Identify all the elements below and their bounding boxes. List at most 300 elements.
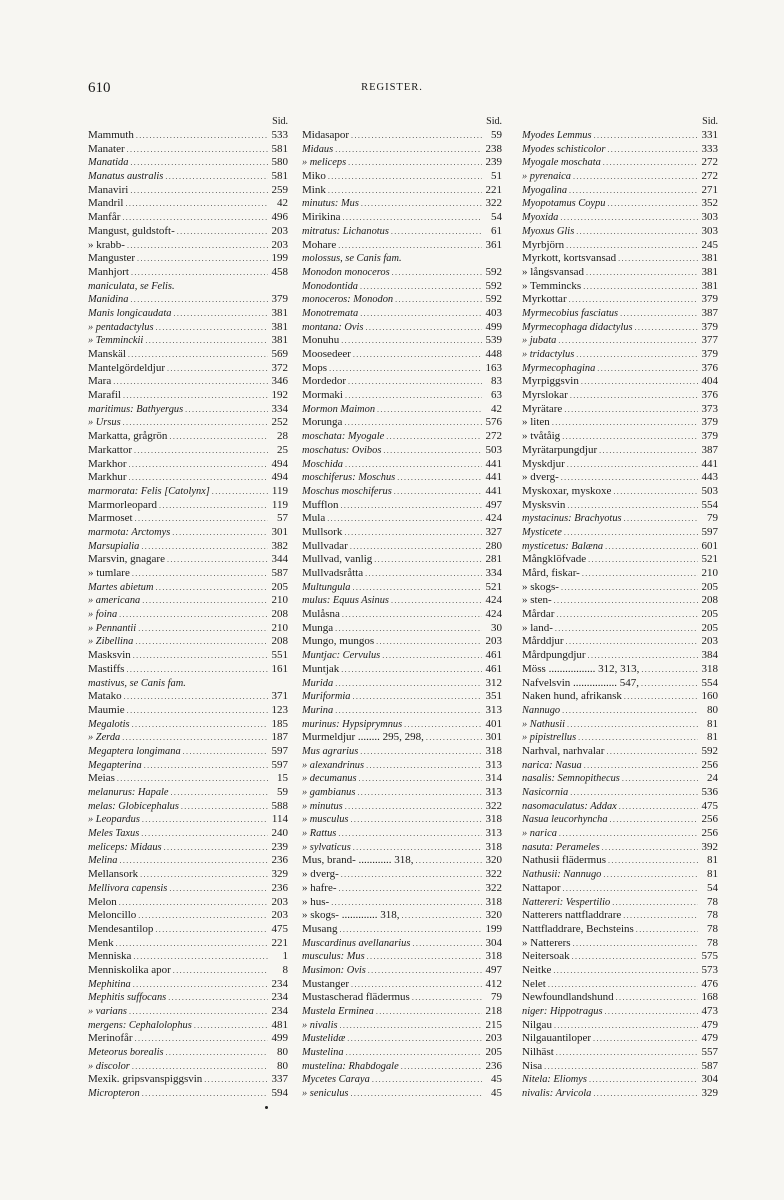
dot-leader <box>169 430 268 444</box>
index-entry <box>88 1060 288 1074</box>
dot-leader <box>177 225 268 239</box>
entry-term: Manskäl <box>88 348 126 360</box>
entry-term: » Temmincks <box>522 279 582 292</box>
index-entry <box>522 923 718 937</box>
entry-page: 80 <box>277 1046 288 1059</box>
entry-page: 539 <box>485 334 502 347</box>
index-entry <box>522 827 718 841</box>
entry-page: 503 <box>485 443 502 456</box>
index-entry <box>302 458 502 472</box>
entry-page: 272 <box>701 170 718 183</box>
entry-page: 57 <box>277 512 288 525</box>
dot-leader <box>412 937 482 951</box>
dot-leader <box>567 458 698 472</box>
dot-leader <box>116 937 268 951</box>
entry-term: Mårdar <box>522 608 555 621</box>
entry-term: molossus, se Canis fam. <box>302 253 402 265</box>
entry-term: » nivalis <box>302 1019 338 1031</box>
entry-page: 384 <box>701 649 718 662</box>
entry-page: 597 <box>271 758 288 771</box>
dot-leader <box>412 991 482 1005</box>
dot-leader <box>133 978 268 992</box>
entry-term: Mustanger <box>302 977 350 990</box>
dot-leader <box>342 608 482 622</box>
entry-page: 313 <box>485 786 502 798</box>
dot-leader <box>135 1032 268 1046</box>
index-entry <box>88 458 288 472</box>
entry-term: Marsvin, gnagare <box>88 553 165 566</box>
entry-term: » seniculus <box>302 1088 349 1100</box>
index-entry <box>88 143 288 157</box>
entry-page: 346 <box>271 375 288 388</box>
index-entry <box>302 375 502 389</box>
entry-term: Mustascherad flädermus <box>302 991 410 1004</box>
dot-leader <box>573 170 698 184</box>
entry-term: Mysksvin <box>522 498 566 511</box>
entry-term: Manatus australis <box>88 171 164 183</box>
entry-page: 304 <box>701 1073 718 1086</box>
entry-term: melas: Globicephalus <box>88 800 179 812</box>
entry-term: Mustelina <box>302 1047 344 1059</box>
entry-term: Manaviri <box>88 183 129 196</box>
entry-term: Mus, brand- ............ 318, <box>302 854 414 867</box>
entry-term: » dverg- <box>302 868 339 881</box>
entry-page: 329 <box>701 1087 718 1100</box>
dot-leader <box>588 553 698 567</box>
index-entry <box>522 348 718 362</box>
entry-page: 379 <box>701 293 718 306</box>
dot-leader <box>641 663 698 677</box>
entry-term: Mullvad, vanlig <box>302 553 373 566</box>
entry-page: 45 <box>491 1087 502 1100</box>
entry-term: narica: Nasua <box>522 759 582 771</box>
index-entry <box>302 841 502 855</box>
entry-term: Manatida <box>88 157 129 169</box>
dot-leader <box>610 813 698 827</box>
index-entry <box>302 293 502 307</box>
entry-term: moschiferus: Moschus <box>302 472 396 484</box>
index-entry <box>522 389 718 403</box>
entry-term: Nattapor <box>522 881 561 894</box>
entry-term: Megaptera longimana <box>88 745 181 757</box>
entry-page: 334 <box>271 402 288 415</box>
entry-page: 473 <box>701 1005 718 1017</box>
index-entry <box>522 594 718 608</box>
entry-term: Naken hund, afrikansk <box>522 690 622 703</box>
entry-page: 234 <box>271 1005 288 1017</box>
dot-leader <box>562 882 698 896</box>
entry-term: Möss ................. 312, 313, <box>522 662 640 675</box>
entry-page: 475 <box>701 799 718 812</box>
entry-term: Mullvadar <box>302 539 348 552</box>
entry-page: 199 <box>485 922 502 935</box>
entry-page: 592 <box>485 293 502 306</box>
index-entry <box>522 293 718 307</box>
index-entry <box>522 567 718 581</box>
index-entry <box>522 690 718 704</box>
entry-page: 376 <box>701 361 718 374</box>
dot-leader <box>386 430 482 444</box>
index-column-3 <box>522 114 718 1101</box>
entry-term: Murida <box>302 677 334 689</box>
index-entry <box>522 129 718 143</box>
entry-term: melanurus: Hapale <box>88 787 169 798</box>
entry-term: » minutus <box>302 800 343 812</box>
dot-leader <box>367 950 482 964</box>
dot-leader <box>140 868 268 882</box>
entry-term: Muntjak <box>302 662 340 675</box>
dot-leader <box>350 813 482 827</box>
entry-term: » land- <box>522 621 553 634</box>
entry-page: 256 <box>701 758 718 771</box>
entry-page: 236 <box>271 854 288 867</box>
entry-term: marmota: Arctomys <box>88 526 171 538</box>
dot-leader <box>133 649 268 663</box>
entry-page: 318 <box>485 950 502 963</box>
entry-term: Mangust, guldstoft- <box>88 224 175 237</box>
dot-leader <box>561 581 698 595</box>
index-entry <box>302 512 502 526</box>
dot-leader <box>359 772 482 786</box>
dot-leader <box>117 772 268 786</box>
index-entry <box>302 389 502 403</box>
dot-leader <box>338 827 482 841</box>
index-entry <box>302 225 502 239</box>
entry-term: Munga <box>302 621 334 634</box>
entry-term: Mustelidæ <box>302 1033 346 1045</box>
entry-page: 78 <box>707 909 718 922</box>
entry-page: 59 <box>277 786 288 798</box>
entry-page: 569 <box>271 348 288 360</box>
entry-term: Myskdjur <box>522 457 565 470</box>
index-column-2 <box>302 114 502 1101</box>
index-entry <box>88 978 288 992</box>
dot-leader <box>136 129 268 143</box>
entry-page: 499 <box>271 1032 288 1045</box>
entry-term: marmorata: Felis [Catolynx] <box>88 485 210 497</box>
dot-leader <box>183 745 268 759</box>
entry-term: nasuta: Perameles <box>522 841 600 853</box>
index-entry <box>302 143 502 157</box>
entry-page: 25 <box>277 443 288 456</box>
entry-page: 210 <box>701 567 718 579</box>
entry-term: Meias <box>88 772 115 785</box>
index-entry <box>88 375 288 389</box>
entry-term: Myskoxar, myskoxe <box>522 484 612 497</box>
dot-leader <box>335 677 482 691</box>
index-entry <box>522 197 718 211</box>
index-entry <box>522 526 718 540</box>
dot-leader <box>570 786 698 800</box>
entry-page: 503 <box>701 484 718 497</box>
index-entry <box>88 635 288 649</box>
index-entry <box>302 635 502 649</box>
entry-page: 443 <box>701 471 718 484</box>
index-entry <box>88 197 288 211</box>
entry-page: 280 <box>485 539 502 552</box>
entry-page: 458 <box>271 265 288 278</box>
entry-term: Neitersoak <box>522 950 570 963</box>
entry-term: Marsupialia <box>88 540 140 552</box>
dot-leader <box>122 211 268 225</box>
entry-term: Mephitis suffocans <box>88 992 167 1004</box>
entry-term: Menniska <box>88 950 132 963</box>
index-entry <box>302 156 502 170</box>
entry-page: 475 <box>271 922 288 935</box>
index-entry <box>302 923 502 937</box>
entry-page: 521 <box>701 553 718 566</box>
entry-page: 381 <box>271 320 288 333</box>
dot-leader <box>328 170 482 184</box>
entry-term: Markhor <box>88 457 127 470</box>
dot-leader <box>130 156 268 170</box>
index-entry <box>522 813 718 827</box>
dot-leader <box>376 635 482 649</box>
entry-page: 245 <box>701 238 718 251</box>
dot-leader <box>137 252 268 266</box>
entry-page: 379 <box>701 348 718 360</box>
entry-page: 479 <box>701 1018 718 1031</box>
dot-leader <box>164 841 268 855</box>
index-entry <box>522 553 718 567</box>
entry-page: 63 <box>491 389 502 402</box>
dot-leader <box>353 581 483 595</box>
dot-leader <box>556 1046 698 1060</box>
entry-term: » discolor <box>88 1060 130 1072</box>
entry-term: Myopotamus Coypu <box>522 198 606 210</box>
entry-term: Mammuth <box>88 129 134 141</box>
entry-term: » sylvaticus <box>302 841 351 853</box>
dot-leader <box>123 416 268 430</box>
dot-leader <box>127 143 268 157</box>
entry-term: Myoxus Glis <box>522 225 575 237</box>
index-entry <box>88 225 288 239</box>
index-entry <box>88 622 288 636</box>
entry-page: 79 <box>707 512 718 525</box>
dot-leader <box>566 635 698 649</box>
entry-term: Myrätarpungdjur <box>522 443 598 456</box>
index-entry <box>522 937 718 951</box>
index-entry <box>522 416 718 430</box>
dot-leader <box>383 444 482 458</box>
entry-page: 601 <box>701 539 718 552</box>
entry-page: 301 <box>485 731 502 744</box>
entry-page: 240 <box>271 827 288 840</box>
dot-leader <box>113 375 268 389</box>
entry-term: Mård, fiskar- <box>522 567 580 579</box>
dot-leader <box>181 800 268 814</box>
entry-page: 205 <box>701 621 718 634</box>
entry-page: 497 <box>485 498 502 511</box>
entry-term: Moschus moschiferus <box>302 485 392 497</box>
dot-leader <box>599 444 698 458</box>
index-entry <box>88 416 288 430</box>
entry-page: 351 <box>485 690 502 703</box>
index-entry <box>88 184 288 198</box>
dot-leader <box>583 280 698 294</box>
index-entry <box>522 184 718 198</box>
entry-page: 576 <box>485 416 502 429</box>
dot-leader <box>365 321 482 335</box>
entry-page: 337 <box>271 1073 288 1086</box>
dot-leader <box>119 896 268 910</box>
index-entry <box>88 772 288 786</box>
entry-page: 83 <box>491 375 502 388</box>
entry-page: 329 <box>271 868 288 881</box>
entry-page: 494 <box>271 471 288 484</box>
entry-term: Myoxida <box>522 212 559 224</box>
entry-term: Manater <box>88 142 125 155</box>
entry-term: Nasua leucorhyncha <box>522 814 608 826</box>
entry-page: 580 <box>271 156 288 169</box>
entry-page: 256 <box>701 827 718 840</box>
index-entry <box>88 718 288 732</box>
dot-leader <box>341 663 482 677</box>
entry-page: 441 <box>485 484 502 497</box>
dot-leader <box>141 827 268 841</box>
entry-page: 42 <box>491 402 502 415</box>
entry-page: 312 <box>485 676 502 689</box>
entry-term: Mula <box>302 512 326 525</box>
dot-leader <box>635 321 698 335</box>
entry-term: mergens: Cephalolophus <box>88 1019 192 1031</box>
index-entry <box>88 991 288 1005</box>
entry-term: » meliceps <box>302 157 347 169</box>
index-entry <box>88 1019 288 1033</box>
index-entry <box>522 1046 718 1060</box>
entry-term: Mufflon <box>302 498 339 511</box>
index-entry <box>302 444 502 458</box>
entry-term: Miko <box>302 170 326 183</box>
entry-term: Markhur <box>88 471 127 484</box>
index-entry <box>522 882 718 896</box>
index-entry <box>88 896 288 910</box>
index-entry <box>302 622 502 636</box>
index-entry <box>88 471 288 485</box>
index-entry <box>522 280 718 294</box>
dot-leader <box>133 950 268 964</box>
entry-page: 461 <box>485 662 502 675</box>
entry-term: » gambianus <box>302 787 356 798</box>
entry-page: 381 <box>701 279 718 292</box>
dot-leader <box>562 704 698 718</box>
entry-page: 81 <box>707 717 718 730</box>
index-entry <box>522 239 718 253</box>
index-entry <box>88 512 288 526</box>
entry-page: 533 <box>271 129 288 141</box>
index-entry <box>88 813 288 827</box>
entry-term: Melina <box>88 855 118 867</box>
entry-term: Marmoset <box>88 512 133 525</box>
dot-leader <box>142 1087 268 1101</box>
entry-term: Mullsork <box>302 525 343 538</box>
entry-page: 441 <box>485 471 502 484</box>
entry-term: Nisa <box>522 1059 543 1072</box>
index-entry <box>522 1019 718 1033</box>
dot-leader <box>346 1046 482 1060</box>
entry-page: 381 <box>701 265 718 278</box>
index-entry <box>522 458 718 472</box>
entry-term: Mirikina <box>302 211 341 224</box>
dot-leader <box>351 129 482 143</box>
entry-term: Mulåsna <box>302 608 340 621</box>
dot-leader <box>138 909 268 923</box>
sid-header: Sid. <box>486 116 502 127</box>
entry-term: Nilgauantiloper <box>522 1032 592 1045</box>
dot-leader <box>156 321 268 335</box>
index-entry <box>302 827 502 841</box>
entry-page: 441 <box>701 457 718 470</box>
entry-page: 54 <box>707 881 718 894</box>
index-entry <box>522 444 718 458</box>
dot-leader <box>173 964 268 978</box>
entry-page: 587 <box>271 567 288 579</box>
entry-page: 210 <box>271 594 288 607</box>
entry-page: 381 <box>701 252 718 265</box>
dot-leader <box>641 677 698 691</box>
entry-term: Myrkottar <box>522 293 567 306</box>
index-entry <box>302 471 502 485</box>
entry-page: 588 <box>271 799 288 812</box>
entry-term: » musculus <box>302 814 349 826</box>
index-entry <box>522 581 718 595</box>
dot-leader <box>132 567 268 581</box>
entry-term: » Ursus <box>88 417 121 429</box>
entry-page: 334 <box>485 567 502 579</box>
index-entry <box>88 841 288 855</box>
index-entry <box>88 923 288 937</box>
dot-leader <box>345 800 482 814</box>
entry-page: 461 <box>485 649 502 662</box>
entry-page: 119 <box>271 498 288 511</box>
entry-page: 210 <box>271 621 288 634</box>
entry-term: » pyrenaica <box>522 171 571 183</box>
running-head: REGISTER. <box>361 82 423 93</box>
entry-term: » dverg- <box>522 471 559 484</box>
entry-page: 554 <box>701 676 718 689</box>
index-entry <box>522 252 718 266</box>
dot-leader <box>561 471 698 485</box>
index-entry <box>522 635 718 649</box>
entry-term: Manidina <box>88 294 129 306</box>
entry-page: 320 <box>485 854 502 867</box>
index-entry <box>522 321 718 335</box>
dot-leader <box>366 759 482 773</box>
index-entry <box>88 1005 288 1019</box>
entry-term: Narhval, narhvalar <box>522 744 605 757</box>
index-entry <box>88 307 288 321</box>
entry-term: Muscardinus avellanarius <box>302 937 411 949</box>
entry-page: 78 <box>707 895 718 908</box>
dot-leader <box>593 1032 698 1046</box>
entry-page: 203 <box>485 1032 502 1045</box>
dot-leader <box>569 184 698 198</box>
index-entry <box>302 964 502 978</box>
entry-page: 387 <box>701 306 718 319</box>
index-entry <box>302 649 502 663</box>
entry-term: Monuhu <box>302 334 340 347</box>
dot-leader <box>335 704 482 718</box>
dot-leader <box>141 540 268 554</box>
entry-term: Nitela: Eliomys <box>522 1074 587 1086</box>
index-entry <box>522 430 718 444</box>
index-entry <box>522 307 718 321</box>
index-entry <box>302 252 502 266</box>
entry-page: 203 <box>701 635 718 648</box>
entry-page: 372 <box>271 361 288 374</box>
entry-page: 333 <box>701 142 718 155</box>
dot-leader <box>341 334 482 348</box>
